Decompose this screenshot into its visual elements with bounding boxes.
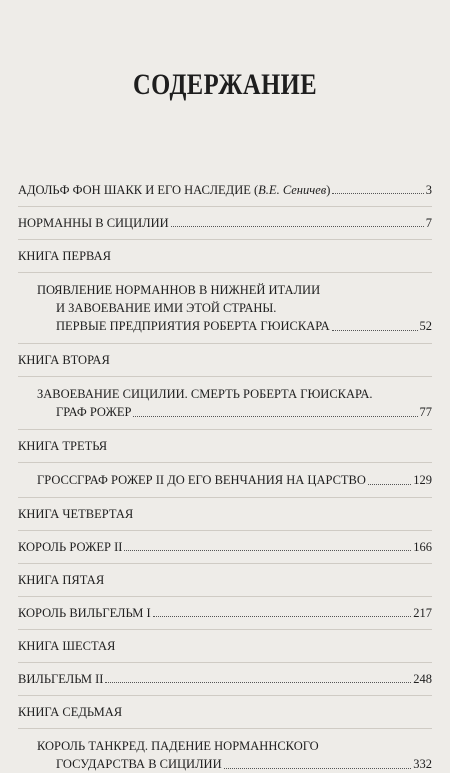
book-label: КНИГА ЧЕТВЕРТАЯ	[18, 507, 134, 521]
dot-leader	[153, 616, 412, 617]
chapter-line: ЗАВОЕВАНИЕ СИЦИЛИИ. СМЕРТЬ РОБЕРТА ГЮИСКАРА.	[37, 387, 373, 401]
page-number: 7	[425, 216, 432, 230]
divider	[18, 343, 432, 344]
divider	[18, 629, 432, 630]
divider	[18, 462, 432, 463]
book-label: КНИГА ТРЕТЬЯ	[18, 439, 108, 453]
table-of-contents	[18, 182, 432, 773]
page-number: 166	[413, 540, 432, 554]
divider	[18, 239, 432, 240]
toc-book-7	[18, 704, 432, 773]
chapter-line: ВИЛЬГЕЛЬМ II 248	[18, 672, 432, 686]
toc-book-5	[18, 572, 432, 621]
dot-leader	[368, 484, 411, 485]
page-number: 217	[413, 606, 432, 620]
page-number: 248	[413, 672, 432, 686]
book-label: КНИГА ВТОРАЯ	[18, 353, 110, 367]
dot-leader	[332, 193, 423, 194]
entry-text: АДОЛЬФ ФОН ШАКК И ЕГО НАСЛЕДИЕ (	[18, 183, 259, 197]
entry-close: )	[326, 183, 331, 197]
divider	[18, 596, 432, 597]
divider	[18, 272, 432, 273]
book-label: КНИГА ШЕСТАЯ	[18, 639, 116, 653]
page-number: 3	[425, 183, 432, 197]
book-label: КНИГА ПЯТАЯ	[18, 573, 105, 587]
toc-book-1	[18, 248, 432, 335]
divider	[18, 695, 432, 696]
dot-leader	[171, 226, 424, 227]
divider	[18, 563, 432, 564]
book-label: КНИГА ПЕРВАЯ	[18, 249, 111, 263]
chapter-line: ПЕРВЫЕ ПРЕДПРИЯТИЯ РОБЕРТА ГЮИСКАРА 52	[56, 319, 432, 333]
dot-leader	[133, 416, 417, 417]
divider	[18, 206, 432, 207]
chapter-line: КОРОЛЬ РОЖЕР II 166	[18, 540, 432, 554]
chapter-line: ГОСУДАРСТВА В СИЦИЛИИ 332	[56, 757, 432, 771]
toc-book-6	[18, 638, 432, 687]
toc-entry-normans	[18, 215, 432, 231]
divider	[18, 429, 432, 430]
entry-text: НОРМАННЫ В СИЦИЛИИ	[18, 216, 169, 230]
toc-book-3	[18, 438, 432, 489]
divider	[18, 497, 432, 498]
dot-leader	[105, 682, 411, 683]
entry-author: В.Е. Сеничев	[258, 183, 327, 197]
dot-leader	[332, 330, 418, 331]
divider	[18, 530, 432, 531]
page-number: 77	[419, 405, 432, 419]
page-number: 332	[413, 757, 432, 771]
divider	[18, 376, 432, 377]
chapter-line: КОРОЛЬ ВИЛЬГЕЛЬМ I 217	[18, 606, 432, 620]
book-label: КНИГА СЕДЬМАЯ	[18, 705, 123, 719]
chapter-line: ПОЯВЛЕНИЕ НОРМАННОВ В НИЖНЕЙ ИТАЛИИ	[37, 283, 321, 297]
page-number: 129	[413, 473, 432, 487]
page-number: 52	[419, 319, 432, 333]
chapter-line: ГРОССГРАФ РОЖЕР II ДО ЕГО ВЕНЧАНИЯ НА ЦАРСТВО 129	[37, 473, 432, 487]
chapter-line: ГРАФ РОЖЕР 77	[56, 405, 432, 419]
page-title: СОДЕРЖАНИЕ	[132, 68, 318, 101]
divider	[18, 662, 432, 663]
divider	[18, 728, 432, 729]
dot-leader	[124, 550, 411, 551]
toc-book-2	[18, 352, 432, 421]
chapter-line: КОРОЛЬ ТАНКРЕД. ПАДЕНИЕ НОРМАННСКОГО	[37, 739, 319, 753]
chapter-line: И ЗАВОЕВАНИЕ ИМИ ЭТОЙ СТРАНЫ.	[56, 301, 277, 315]
toc-book-4	[18, 506, 432, 555]
dot-leader	[224, 768, 412, 769]
toc-entry-shakk	[18, 182, 432, 198]
